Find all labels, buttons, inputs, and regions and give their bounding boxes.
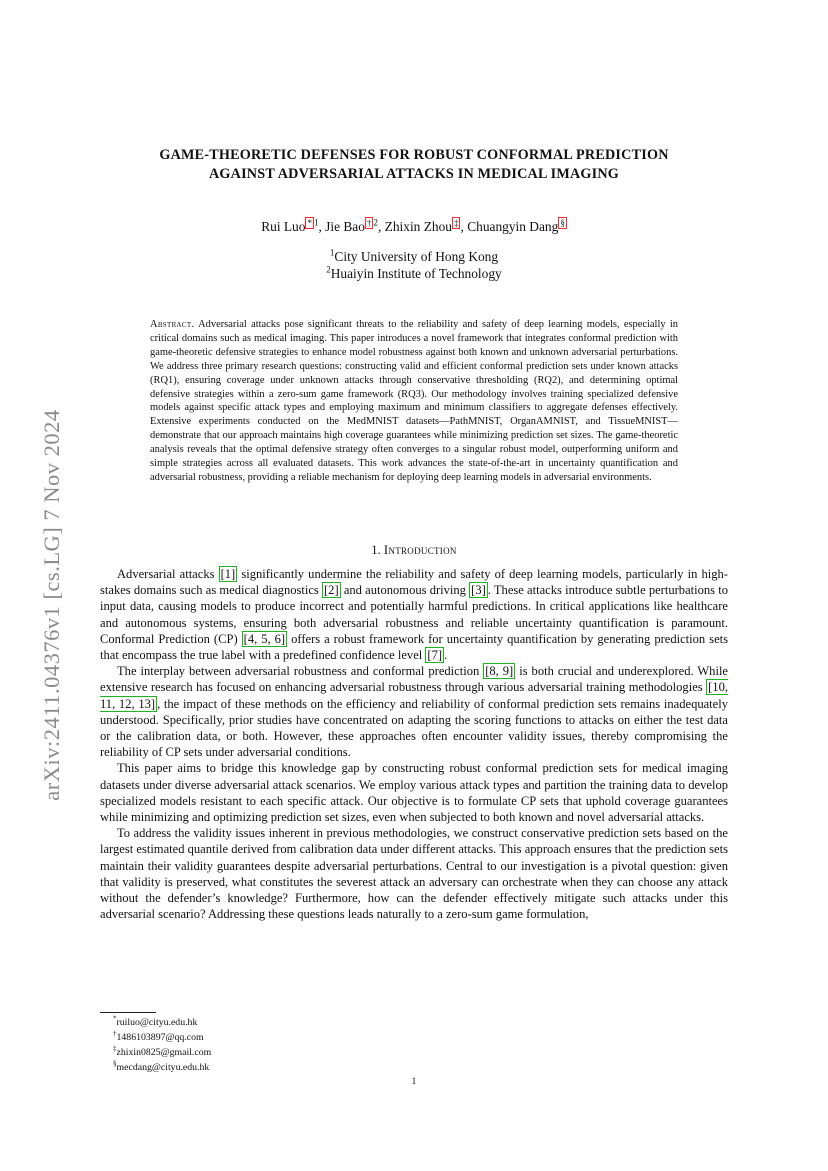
- affiliation-number: 2: [326, 264, 331, 275]
- text-run: .: [444, 648, 448, 663]
- text-run: significantly undermine the reliability and safety of deep learning models, particularly in high-stakes domains such as medical diagnostics: [100, 567, 728, 598]
- citation-link[interactable]: [1]: [220, 567, 236, 581]
- affiliation-1: [100, 248, 728, 265]
- footnote: [113, 1016, 513, 1031]
- footnote-mark: ‡: [113, 1044, 117, 1053]
- affiliation-2: [100, 265, 728, 282]
- citation-link[interactable]: [7]: [427, 648, 443, 663]
- text-run: . These attacks introduce subtle perturbations to input data, causing models to produce incorrect and potentially harmful predictions. In critical applications like healthcare and autonomous systems, ensuring both adversarial robustness and reliable uncertainty quantification is paramount. Conformal Prediction (CP): [100, 583, 728, 646]
- footnote-email: ruiluo@cityu.edu.hk: [116, 1017, 198, 1028]
- body-text: [100, 566, 728, 922]
- author-separator: ,: [377, 219, 385, 234]
- footnotes: [113, 1016, 513, 1076]
- paragraph: To address the validity issues inherent in previous methodologies, we construct conservative prediction sets based on the largest estimated quantile derived from calibration data under different attacks. This approach ensures that the prediction sets maintain their validity guarantees despite adversarial perturbations. Central to our investigation is a pivotal question: given that validity is preserved, what constitutes the severest attack an adversary can orchestrate when they can choose any attack without the defender’s knowledge? Furthermore, how can the defender effectively mitigate such attacks under this adversarial scenario? Addressing these questions leads naturally to a zero-sum game formulation,: [100, 826, 728, 922]
- arxiv-identifier: arXiv:2411.04376v1 [cs.LG] 7 Nov 2024: [39, 409, 64, 801]
- author-separator: ,: [318, 219, 326, 234]
- text-run: Adversarial attacks: [117, 567, 219, 581]
- footnote-link[interactable]: †: [366, 217, 372, 228]
- affiliation-marker: 1: [313, 217, 319, 228]
- text-run: offers a robust framework for uncertainty quantification by generating prediction sets that encompass the true label with a predefined confidence level: [100, 631, 729, 663]
- affiliation-number: 1: [329, 247, 335, 258]
- footnote: [113, 1046, 513, 1061]
- footnote-email: zhixin0825@gmail.com: [116, 1046, 212, 1058]
- citation-link[interactable]: [2]: [324, 583, 339, 598]
- citation-link[interactable]: [10, 11, 12, 13]: [100, 680, 728, 711]
- title-line-1: GAME-THEORETIC DEFENSES FOR ROBUST CONFORMAL PREDICTION: [159, 147, 669, 163]
- paragraph: This paper aims to bridge this knowledge gap by constructing robust conformal prediction sets for medical imaging datasets under diverse adversarial attack scenarios. We employ various attack types and partition the training data to develop specialized models resistant to each specific attack. Our objective is to formulate CP sets that uphold coverage guarantees while minimizing and optimizing prediction set sizes, even when subjected to both known and novel adversarial attacks.: [100, 761, 728, 825]
- footnote-email: mecdang@cityu.edu.hk: [116, 1061, 210, 1073]
- section-number: 1.: [371, 543, 381, 557]
- author-name: Chuangyin Dang: [467, 219, 559, 234]
- page-number: 1: [411, 1076, 417, 1087]
- citation-link[interactable]: [3]: [471, 583, 486, 598]
- affiliation-text: City University of Hong Kong: [334, 249, 499, 264]
- affiliation-text: Huaiyin Institute of Technology: [330, 266, 502, 281]
- author-name: Rui Luo: [261, 219, 306, 234]
- footnote-mark: §: [113, 1059, 117, 1068]
- footnote-divider: [100, 1012, 156, 1013]
- text-run: The interplay between adversarial robustness and conformal prediction: [117, 664, 484, 679]
- citation-link[interactable]: [8, 9]: [485, 664, 514, 679]
- abstract-text: Adversarial attacks pose significant threats to the reliability and safety of deep learning models, especially in critical domains such as medical imaging. This paper introduces a novel framework that integrates conformal prediction with game-theoretic defensive strategies to enhance model robustness against both known and unknown adversarial perturbations. We address three primary research questions: constructing valid and efficient conformal prediction sets under known attacks (RQ1), ensuring coverage under unknown attacks through conservative thresholding (RQ2), and determining optimal defensive strategies within a zero-sum game framework (RQ3). Our methodology involves training specialized defensive models against specific attack types and employing maximum and minimum classifiers to aggregate defenses effectively. Extensive experiments conducted on the MedMNIST datasets—PathMNIST, OrganAMNIST, and TissueMNIST—demonstrate that our approach maintains high coverage guarantees while minimizing prediction set sizes. The game-theoretic analysis reveals that the optimal defensive strategy often converges to a singular robust model, outperforming uniform and simple strategies across all evaluated datasets. This work advances the state-of-the-art in uncertainty quantification and adversarial robustness, providing a reliable mechanism for deploying deep learning models in adversarial environments.: [150, 319, 678, 483]
- author-name: Zhixin Zhou: [384, 219, 452, 234]
- footnote-mark: †: [113, 1029, 117, 1038]
- section-heading: [100, 543, 728, 558]
- footnote-mark: *: [113, 1014, 117, 1023]
- affiliation-marker: 2: [373, 217, 378, 228]
- footnote: [113, 1061, 513, 1076]
- text-run: is both crucial and underexplored. While extensive research has focused on enhancing adversarial robustness through various adversarial training methodologies: [100, 664, 728, 695]
- footnote-link[interactable]: ‡: [453, 217, 459, 228]
- footnote-link[interactable]: *: [307, 217, 312, 228]
- paragraph: [100, 663, 728, 760]
- text-run: , the impact of these methods on the efficiency and reliability of conformal prediction sets remains inadequately understood. Specifically, prior studies have concentrated on adapting the scoring functions to attacks on either the test data or the calibration data, or both. However, these approaches often encounter validity issues, thereby compromising the reliability of CP sets under adversarial conditions.: [100, 696, 728, 760]
- citation-link[interactable]: [4, 5, 6]: [243, 631, 286, 646]
- abstract-label: Abstract.: [150, 319, 195, 330]
- paragraph: [100, 566, 728, 663]
- author-list: [100, 218, 728, 236]
- author-name: Jie Bao: [325, 219, 365, 234]
- abstract: [150, 318, 678, 485]
- footnote: [113, 1031, 513, 1046]
- footnote-link[interactable]: §: [560, 217, 565, 228]
- text-run: and autonomous driving: [340, 583, 470, 598]
- section-title: Introduction: [383, 543, 457, 557]
- title-line-2: AGAINST ADVERSARIAL ATTACKS IN MEDICAL IMAGING: [208, 166, 620, 182]
- paper-title: [100, 146, 728, 184]
- author-separator: ,: [460, 219, 468, 234]
- footnote-email: 1486103897@qq.com: [116, 1031, 204, 1043]
